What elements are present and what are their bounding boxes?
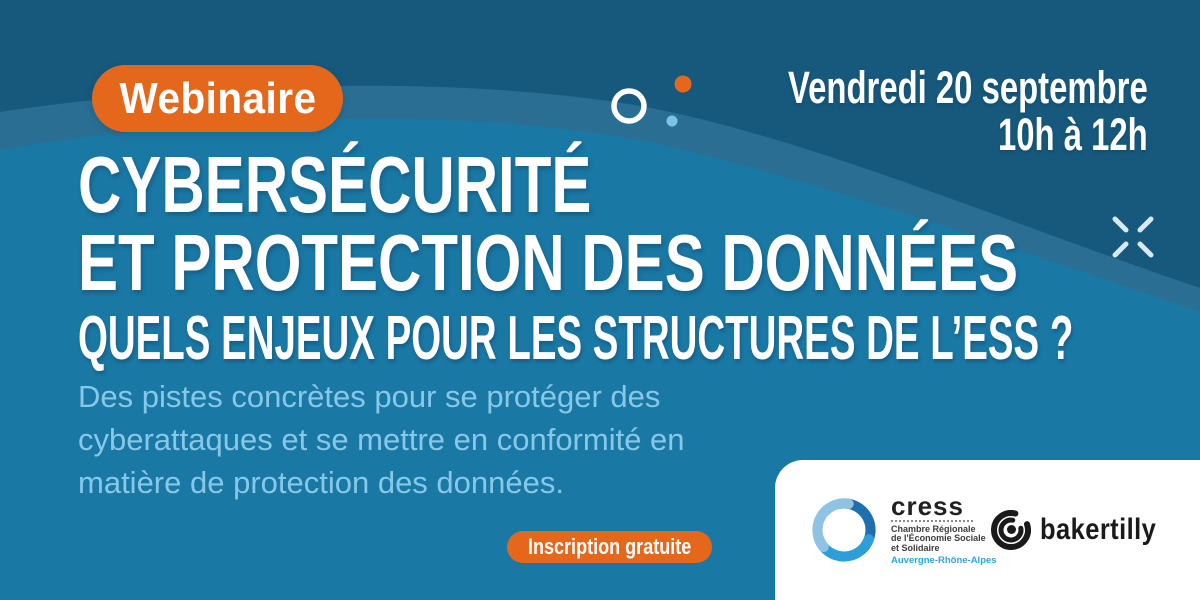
- cress-logo: [805, 490, 997, 570]
- cress-subtitle-line-2: de l'Économie Sociale: [891, 533, 986, 544]
- bakertilly-logo: [991, 510, 1177, 550]
- description-line-2: cyberattaques et se mettre en conformité en: [78, 422, 685, 457]
- bakertilly-mark-icon: [991, 510, 1031, 550]
- schedule: [655, 64, 1148, 158]
- cress-wordmark: cress: [891, 490, 964, 521]
- webinaire-badge: [92, 65, 343, 132]
- cress-logo-text: [891, 490, 997, 567]
- description-line-1: Des pistes concrètes pour se protéger des: [78, 379, 661, 414]
- bakertilly-wordmark: bakertilly: [1040, 513, 1157, 546]
- schedule-time: 10h à 12h: [998, 109, 1148, 160]
- schedule-date: Vendredi 20 septembre: [788, 62, 1148, 113]
- cress-swirl-icon: [805, 490, 883, 570]
- inscription-button[interactable]: [507, 531, 712, 563]
- title-line-2: ET PROTECTION DES DONNÉES: [78, 218, 1019, 307]
- title-line-3: QUELS ENJEUX POUR LES STRUCTURES DE L’ESS ?: [78, 304, 1074, 373]
- description: [78, 375, 685, 504]
- main-title: [78, 140, 1200, 373]
- description-line-3: matière de protection des données.: [78, 465, 564, 500]
- title-line-1: CYBERSÉCURITÉ: [78, 140, 592, 229]
- cress-subtitle-line-3: et Solidaire: [891, 542, 940, 553]
- cress-subtitle-line-1: Chambre Régionale: [891, 523, 976, 534]
- cress-region-label: Auvergne-Rhône-Alpes: [891, 555, 997, 567]
- partner-logos-panel: [775, 460, 1200, 600]
- webinaire-badge-label: Webinaire: [119, 73, 316, 123]
- inscription-button-label: Inscription gratuite: [527, 534, 692, 559]
